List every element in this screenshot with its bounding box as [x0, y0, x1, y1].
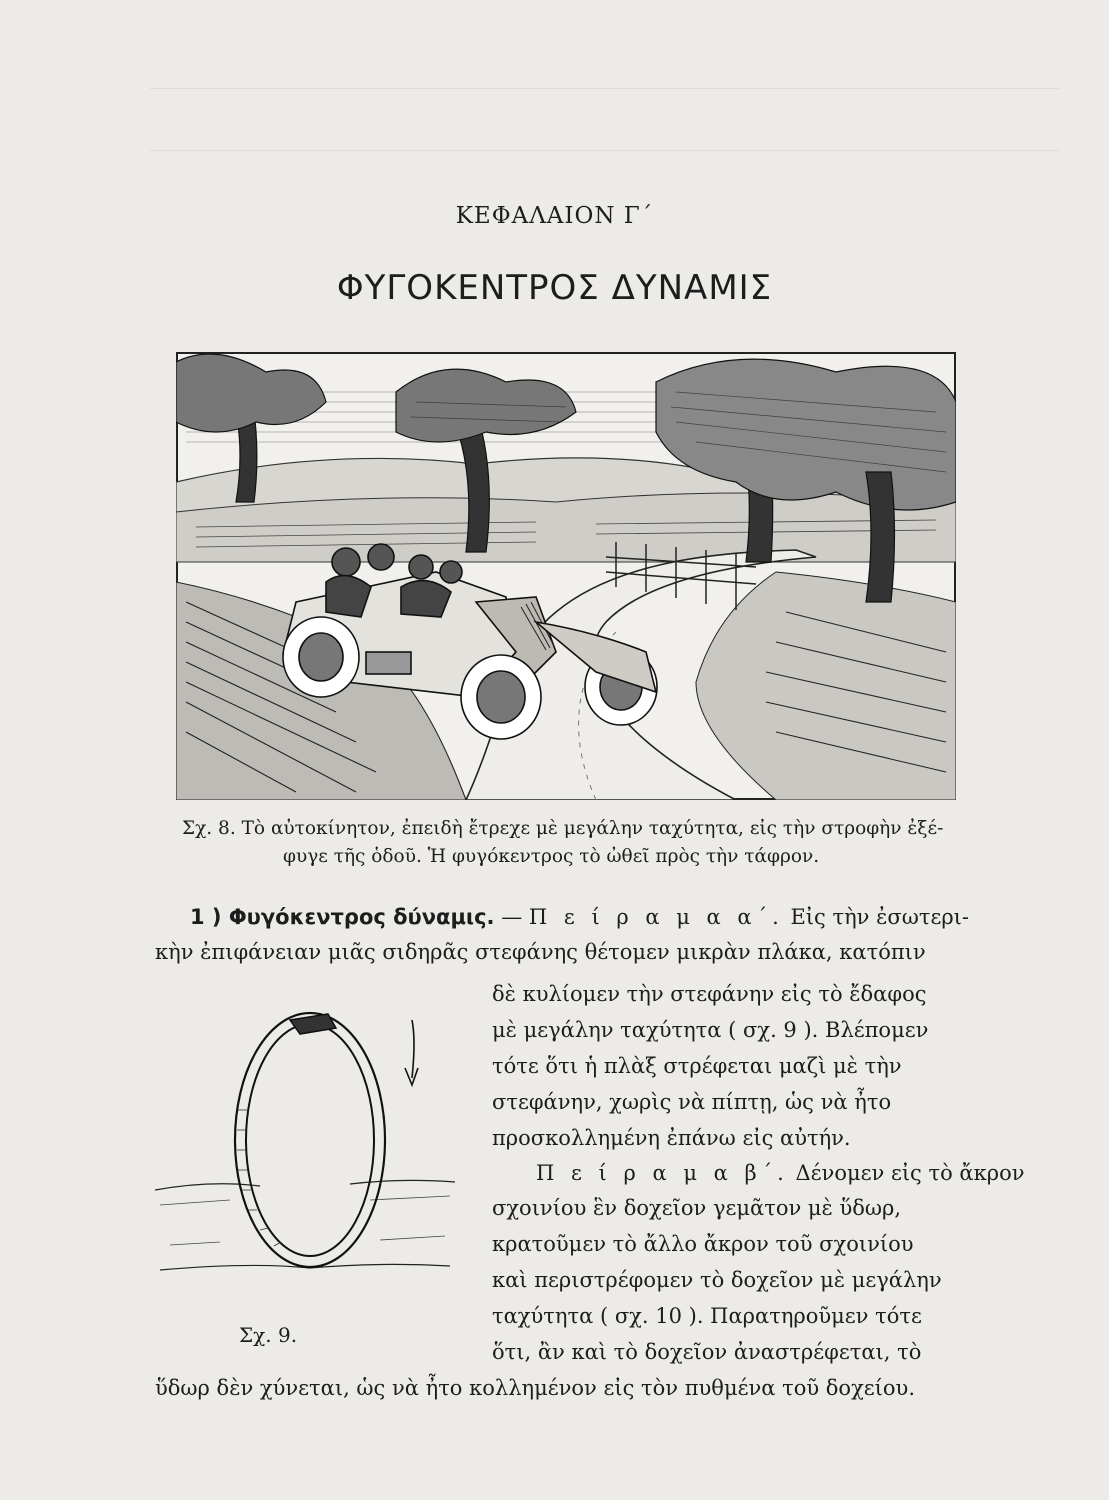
show-through-line — [150, 88, 1059, 89]
figure-8-car-illustration — [176, 352, 956, 800]
dash: — — [501, 905, 529, 929]
experiment-a-label: Π ε ί ρ α μ α α΄. — [528, 905, 784, 929]
body-text-line: κὴν ἐπιφάνειαν μιᾶς σιδηρᾶς στεφάνης θέτομεν μικρὰν πλάκα, κατόπιν — [155, 940, 926, 964]
body-text-line: ὅτι, ἂν καὶ τὸ δοχεῖον ἀναστρέφεται, τὸ — [492, 1340, 922, 1364]
body-text-line: ὕδωρ δὲν χύνεται, ὡς νὰ ἦτο κολλημένον εἰς τὸν πυθμένα τοῦ δοχείου. — [155, 1376, 915, 1400]
body-text-line: Δένομεν εἰς τὸ ἄκρον — [795, 1161, 1025, 1185]
section-heading: 1 ) Φυγόκεντρος δύναμις. — [190, 905, 495, 929]
chapter-label: ΚΕΦΑΛΑΙΟΝ Γ΄ — [455, 203, 654, 229]
figure-8-caption-line-1: Σχ. 8. Τὸ αὐτοκίνητον, ἐπειδὴ ἔτρεχε μὲ μεγάλην ταχύτητα, εἰς τὴν στροφὴν ἐξέ- — [182, 818, 944, 839]
body-text-line: στεφάνην, χωρὶς νὰ πίπτῃ, ὡς νὰ ἦτο — [492, 1090, 892, 1114]
experiment-b-label: Π ε ί ρ α μ α β΄. — [536, 1161, 789, 1185]
figure-8-caption-line-2: φυγε τῆς ὁδοῦ. Ἡ φυγόκεντρος τὸ ὠθεῖ πρὸς τὴν τάφρον. — [283, 846, 820, 867]
section-first-line — [190, 905, 969, 929]
body-text-line: σχοινίου ἓν δοχεῖον γεμᾶτον μὲ ὕδωρ, — [492, 1196, 902, 1220]
body-text-line: προσκολλημένη ἐπάνω εἰς αὐτήν. — [492, 1126, 851, 1150]
body-text-line: δὲ κυλίομεν τὴν στεφάνην εἰς τὸ ἔδαφος — [492, 982, 927, 1006]
chapter-title: ΦΥΓΟΚΕΝΤΡΟΣ ΔΥΝΑΜΙΣ — [336, 268, 773, 308]
body-text-line: καὶ περιστρέφομεν τὸ δοχεῖον μὲ μεγάλην — [492, 1268, 942, 1292]
show-through-line — [150, 150, 1059, 151]
body-text-line: ταχύτητα ( σχ. 10 ). Παρατηροῦμεν τότε — [492, 1304, 922, 1328]
figure-9-hoop-illustration — [150, 1000, 460, 1285]
body-text-line: κρατοῦμεν τὸ ἄλλο ἄκρον τοῦ σχοινίου — [492, 1232, 914, 1256]
figure-9-caption: Σχ. 9. — [239, 1323, 298, 1347]
body-text-line: μὲ μεγάλην ταχύτητα ( σχ. 9 ). Βλέπομεν — [492, 1018, 929, 1042]
experiment-b-line — [536, 1161, 1025, 1185]
body-text-line: Εἰς τὴν ἐσωτερι- — [790, 905, 970, 929]
body-text-line: τότε ὅτι ἡ πλὰξ στρέφεται μαζὶ μὲ τὴν — [492, 1054, 902, 1078]
